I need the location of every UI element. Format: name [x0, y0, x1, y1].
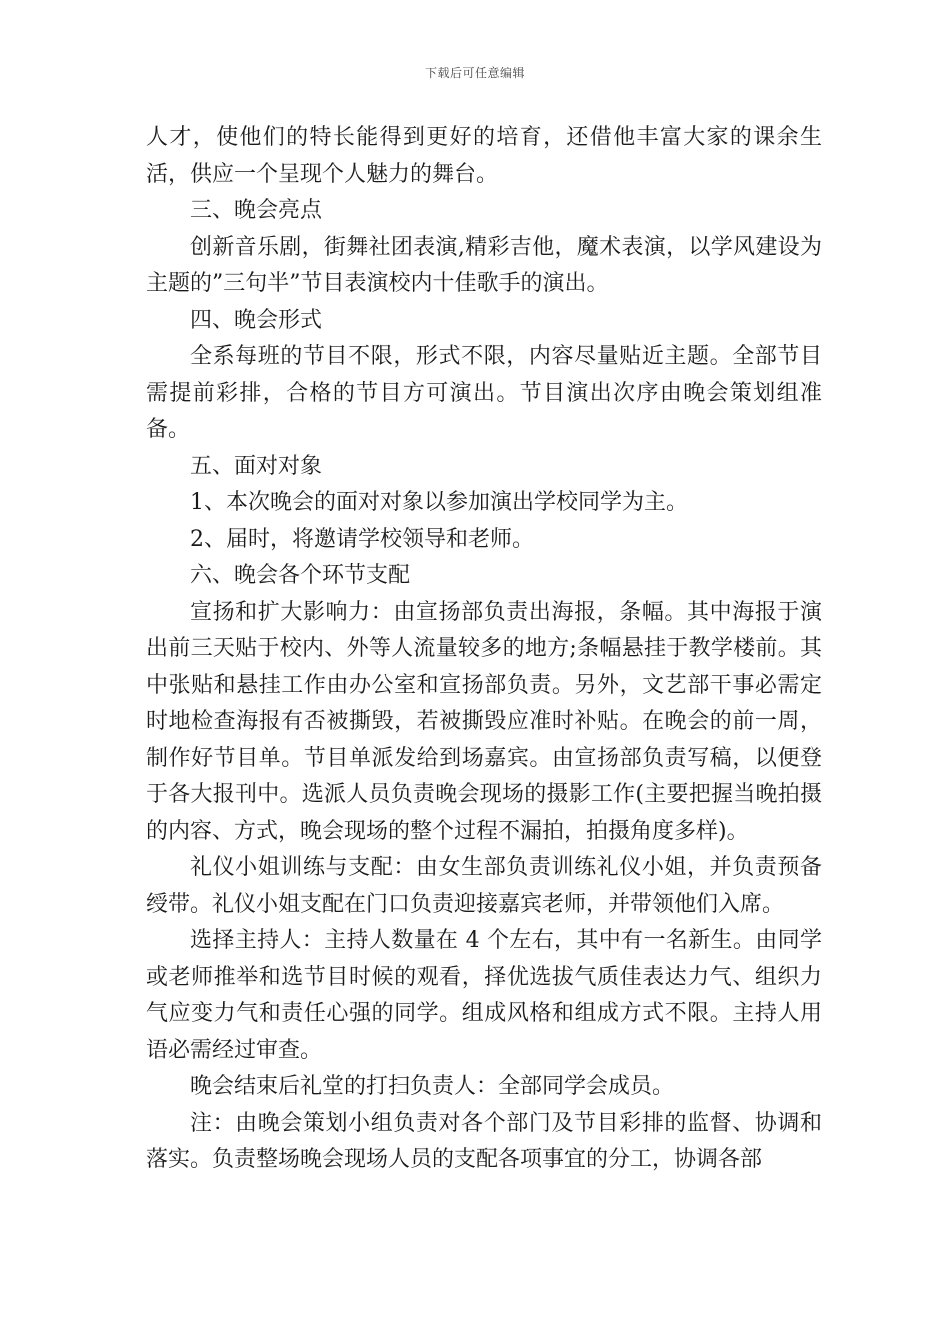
- paragraph: 注：由晚会策划小组负责对各个部门及节目彩排的监督、协调和落实。负责整场晚会现场人员的支配各项事宜的分工，协调各部: [146, 1110, 822, 1172]
- paragraph: 礼仪小姐训练与支配：由女生部负责训练礼仪小姐，并负责预备绶带。礼仪小姐支配在门口负责迎接嘉宾老师，并带领他们入席。: [146, 855, 822, 917]
- header-note: 下载后可任意编辑: [424, 66, 525, 80]
- section-heading: 六、晚会各个环节支配: [190, 563, 411, 588]
- section-heading: 三、晚会亮点: [190, 198, 323, 223]
- paragraph: 全系每班的节目不限，形式不限，内容尽量贴近主题。全部节目需提前彩排，合格的节目方可演出。节目演出次序由晚会策划组准备。: [146, 344, 822, 442]
- paragraph: 选择主持人：主持人数量在 4 个左右，其中有一名新生。由同学或老师推举和选节目时候的观看，择优选拔气质佳表达力气、组织力气应变力气和责任心强的同学。组成风格和组成方式不限。主持人用语必需经过审查。: [146, 928, 822, 1063]
- list-item: 1、本次晚会的面对对象以参加演出学校同学为主。: [190, 490, 688, 515]
- paragraph: 宣扬和扩大影响力：由宣扬部负责出海报，条幅。其中海报于演出前三天贴于校内、外等人流量较多的地方;条幅悬挂于教学楼前。其中张贴和悬挂工作由办公室和宣扬部负责。另外，文艺部干事必需定时地检查海报有否被撕毁，若被撕毁应准时补贴。在晚会的前一周，制作好节目单。节目单派发给到场嘉宾。由宣扬部负责写稿，以便登于各大报刊中。选派人员负责晚会现场的摄影工作(主要把握当晚拍摄的内容、方式，晚会现场的整个过程不漏拍，拍摄角度多样)。: [146, 599, 822, 844]
- section-heading: 四、晚会形式: [190, 307, 323, 333]
- paragraph: 人才，使他们的特长能得到更好的培育，还借他丰富大家的课余生活，供应一个呈现个人魅力的舞台。: [146, 125, 822, 187]
- list-item: 2、届时，将邀请学校领导和老师。: [190, 526, 534, 552]
- paragraph: 晚会结束后礼堂的打扫负责人：全部同学会成员。: [190, 1074, 675, 1099]
- section-heading: 五、面对对象: [190, 453, 323, 479]
- document-body: [146, 120, 822, 1179]
- paragraph: 创新音乐剧，街舞社团表演,精彩吉他，魔术表演，以学风建设为主题的”三句半”节目表演校内十佳歌手的演出。: [146, 234, 822, 296]
